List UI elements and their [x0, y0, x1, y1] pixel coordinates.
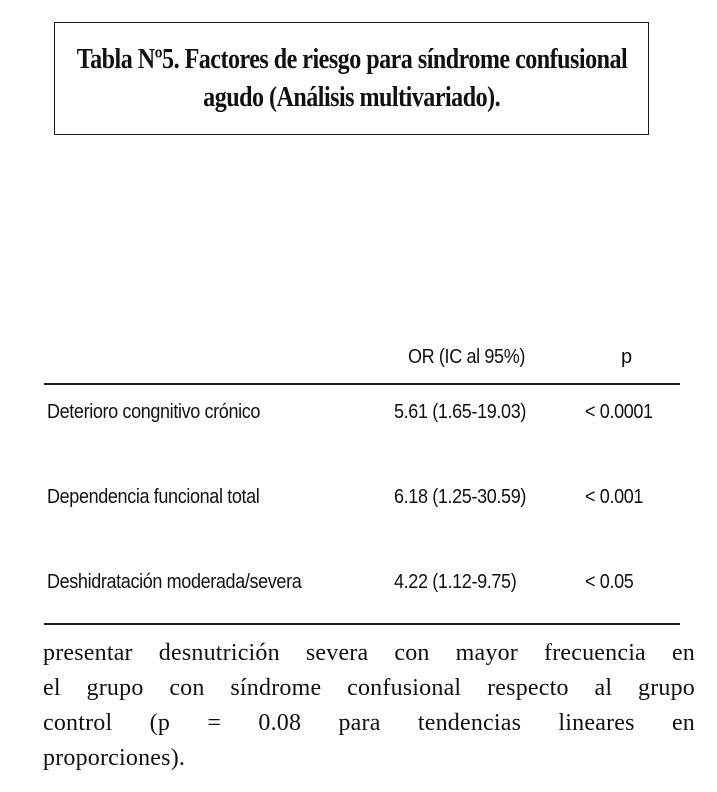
paragraph-line-2: el grupo con síndrome confusional respecto al grupo — [43, 675, 695, 701]
row-3-p: < 0.05 — [585, 571, 634, 593]
row-1-or: 5.61 (1.65-19.03) — [394, 401, 526, 423]
paragraph-line-4: proporciones). — [43, 745, 186, 771]
table-title-line-2: agudo (Análisis multivariado). — [203, 81, 500, 113]
row-2-or: 6.18 (1.25-30.59) — [394, 486, 526, 508]
table-bottom-rule — [44, 623, 680, 625]
table-top-rule — [44, 383, 680, 385]
row-3-or: 4.22 (1.12-9.75) — [394, 571, 517, 593]
row-3-factor: Deshidratación moderada/severa — [47, 571, 302, 593]
paragraph-line-3: control (p = 0.08 para tendencias lineares en — [43, 710, 695, 736]
header-p: p — [621, 346, 632, 368]
row-1-p: < 0.0001 — [585, 401, 653, 423]
paragraph-line-1: presentar desnutrición severa con mayor frecuencia en — [43, 640, 695, 666]
body-paragraph — [43, 636, 695, 776]
row-2-factor: Dependencia funcional total — [47, 486, 260, 508]
row-1-factor: Deterioro congnitivo crónico — [47, 401, 261, 423]
header-or: OR (IC al 95%) — [408, 346, 525, 368]
table-title-box — [54, 22, 649, 135]
row-2-p: < 0.001 — [585, 486, 644, 508]
table-title-line-1: Tabla Nº5. Factores de riesgo para síndrome confusional — [76, 43, 627, 75]
